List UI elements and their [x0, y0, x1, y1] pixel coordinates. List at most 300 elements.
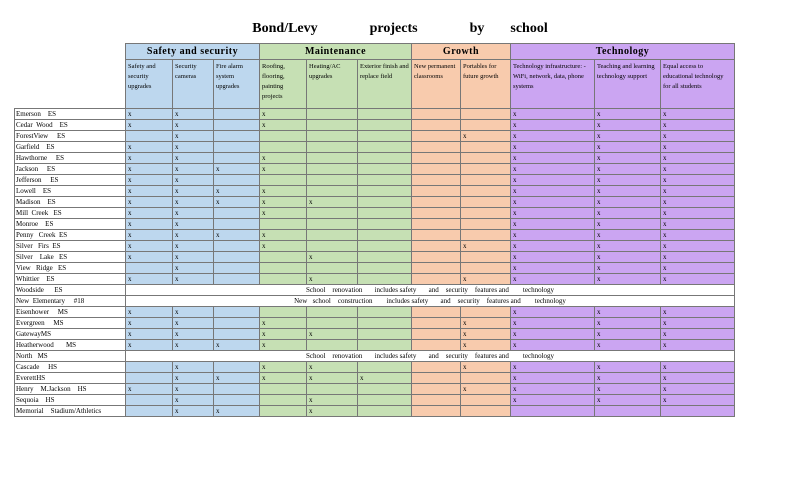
- project-cell: x: [595, 164, 661, 175]
- table-row: [15, 153, 735, 164]
- project-cell: x: [595, 241, 661, 252]
- project-cell: [412, 406, 461, 417]
- project-cell: x: [511, 340, 595, 351]
- project-cell: x: [511, 362, 595, 373]
- project-cell: x: [511, 230, 595, 241]
- table-row: [15, 164, 735, 175]
- school-name: Lowell ES: [15, 186, 126, 197]
- table-row: [15, 285, 735, 296]
- project-cell: [214, 274, 260, 285]
- school-name: Penny Creek ES: [15, 230, 126, 241]
- project-cell: [412, 329, 461, 340]
- project-cell: [126, 395, 173, 406]
- project-cell: x: [661, 318, 735, 329]
- project-cell: [358, 153, 412, 164]
- project-cell: x: [260, 109, 307, 120]
- project-cell: [260, 406, 307, 417]
- project-cell: x: [661, 186, 735, 197]
- project-cell: [358, 274, 412, 285]
- project-cell: [412, 219, 461, 230]
- project-cell: [412, 164, 461, 175]
- project-cell: x: [173, 230, 214, 241]
- project-cell: [412, 197, 461, 208]
- project-cell: [260, 175, 307, 186]
- project-cell: [412, 307, 461, 318]
- project-cell: [307, 384, 358, 395]
- project-cell: x: [511, 318, 595, 329]
- school-name: Garfield ES: [15, 142, 126, 153]
- school-name: Madison ES: [15, 197, 126, 208]
- project-cell: x: [661, 395, 735, 406]
- project-cell: x: [307, 252, 358, 263]
- column-header: Security cameras: [173, 60, 214, 109]
- project-cell: x: [661, 230, 735, 241]
- project-cell: [358, 340, 412, 351]
- project-cell: [358, 219, 412, 230]
- project-cell: [358, 164, 412, 175]
- project-cell: x: [661, 373, 735, 384]
- project-cell: x: [511, 131, 595, 142]
- project-cell: x: [173, 406, 214, 417]
- project-cell: [358, 329, 412, 340]
- school-name: Heatherwood MS: [15, 340, 126, 351]
- project-cell: x: [358, 373, 412, 384]
- project-cell: [260, 384, 307, 395]
- project-cell: [412, 384, 461, 395]
- table-row: [15, 219, 735, 230]
- project-cell: [260, 395, 307, 406]
- table-row: [15, 274, 735, 285]
- project-cell: [461, 373, 511, 384]
- table-row: [15, 230, 735, 241]
- project-cell: x: [595, 318, 661, 329]
- page-title: Bond/Levy projects by school: [252, 21, 548, 36]
- project-cell: [461, 208, 511, 219]
- school-name: Woodside ES: [15, 285, 126, 296]
- school-name: Hawthorne ES: [15, 153, 126, 164]
- project-cell: [307, 142, 358, 153]
- project-cell: [260, 131, 307, 142]
- project-cell: [358, 208, 412, 219]
- project-cell: x: [595, 384, 661, 395]
- column-header: New permanent classrooms: [412, 60, 461, 109]
- project-cell: [214, 384, 260, 395]
- project-cell: [461, 307, 511, 318]
- project-cell: [358, 263, 412, 274]
- project-cell: x: [461, 131, 511, 142]
- project-cell: [358, 318, 412, 329]
- project-cell: x: [595, 329, 661, 340]
- column-header: Fire alarm system upgrades: [214, 60, 260, 109]
- project-cell: [412, 252, 461, 263]
- project-cell: [214, 142, 260, 153]
- project-cell: x: [126, 208, 173, 219]
- project-cell: [358, 384, 412, 395]
- project-cell: x: [173, 131, 214, 142]
- school-name: Eisenhower MS: [15, 307, 126, 318]
- project-cell: x: [661, 219, 735, 230]
- group-header: Growth: [412, 44, 511, 60]
- project-cell: x: [307, 373, 358, 384]
- table-row: [15, 252, 735, 263]
- project-cell: [307, 153, 358, 164]
- project-cell: x: [126, 186, 173, 197]
- project-cell: [214, 395, 260, 406]
- project-cell: x: [461, 384, 511, 395]
- project-cell: x: [595, 252, 661, 263]
- school-name: Silver Firs ES: [15, 241, 126, 252]
- projects-table: [14, 43, 735, 417]
- project-cell: [358, 142, 412, 153]
- project-cell: [358, 131, 412, 142]
- project-cell: [214, 252, 260, 263]
- column-header: Equal access to educational technology for all students: [661, 60, 735, 109]
- school-name: ForestView ES: [15, 131, 126, 142]
- school-name: Mill Creek ES: [15, 208, 126, 219]
- project-cell: [260, 274, 307, 285]
- table-row: [15, 142, 735, 153]
- table-row: [15, 362, 735, 373]
- project-cell: [214, 318, 260, 329]
- project-cell: x: [260, 153, 307, 164]
- table-row: [15, 241, 735, 252]
- project-cell: [307, 208, 358, 219]
- project-cell: [412, 230, 461, 241]
- project-cell: x: [511, 263, 595, 274]
- project-cell: [214, 219, 260, 230]
- project-cell: [358, 230, 412, 241]
- project-cell: x: [260, 318, 307, 329]
- school-name: View Ridge ES: [15, 263, 126, 274]
- project-cell: [461, 109, 511, 120]
- project-cell: x: [173, 340, 214, 351]
- project-cell: x: [307, 406, 358, 417]
- project-cell: x: [173, 142, 214, 153]
- project-cell: x: [511, 208, 595, 219]
- table-row: [15, 307, 735, 318]
- project-cell: [461, 219, 511, 230]
- project-cell: x: [260, 120, 307, 131]
- project-cell: [214, 109, 260, 120]
- project-cell: x: [595, 230, 661, 241]
- project-cell: x: [661, 241, 735, 252]
- project-cell: [461, 153, 511, 164]
- project-cell: [412, 340, 461, 351]
- project-cell: x: [260, 362, 307, 373]
- project-cell: [307, 186, 358, 197]
- project-cell: x: [173, 362, 214, 373]
- school-name: Jackson ES: [15, 164, 126, 175]
- project-cell: x: [511, 164, 595, 175]
- group-header: Technology: [511, 44, 735, 60]
- project-cell: [307, 131, 358, 142]
- project-cell: [358, 362, 412, 373]
- project-cell: x: [173, 109, 214, 120]
- project-cell: x: [260, 208, 307, 219]
- project-cell: [461, 186, 511, 197]
- project-cell: x: [595, 175, 661, 186]
- project-cell: [412, 131, 461, 142]
- project-cell: x: [126, 318, 173, 329]
- project-cell: [461, 120, 511, 131]
- table-row: [15, 186, 735, 197]
- project-cell: x: [595, 153, 661, 164]
- column-header-row: [15, 60, 735, 109]
- project-cell: x: [126, 274, 173, 285]
- project-cell: x: [511, 274, 595, 285]
- column-header: Teaching and learning technology support: [595, 60, 661, 109]
- project-cell: [412, 153, 461, 164]
- project-cell: x: [173, 384, 214, 395]
- project-cell: [307, 241, 358, 252]
- project-cell: x: [511, 153, 595, 164]
- project-cell: x: [214, 340, 260, 351]
- project-cell: x: [461, 329, 511, 340]
- project-cell: x: [661, 208, 735, 219]
- project-cell: x: [173, 186, 214, 197]
- project-cell: [412, 109, 461, 120]
- project-cell: x: [307, 362, 358, 373]
- group-header-row: [15, 44, 735, 60]
- project-cell: [358, 109, 412, 120]
- project-cell: [461, 197, 511, 208]
- project-cell: x: [126, 197, 173, 208]
- project-cell: x: [173, 274, 214, 285]
- project-cell: x: [661, 252, 735, 263]
- school-name: Memorial Stadium/Athletics: [15, 406, 126, 417]
- school-name: Whittier ES: [15, 274, 126, 285]
- project-cell: [461, 252, 511, 263]
- project-cell: [358, 406, 412, 417]
- project-cell: x: [511, 197, 595, 208]
- project-cell: [307, 263, 358, 274]
- project-cell: [358, 175, 412, 186]
- school-name: GatewayMS: [15, 329, 126, 340]
- table-row: [15, 351, 735, 362]
- project-cell: [214, 307, 260, 318]
- project-cell: x: [173, 219, 214, 230]
- table-row: [15, 109, 735, 120]
- group-header: Maintenance: [260, 44, 412, 60]
- project-cell: x: [661, 175, 735, 186]
- project-cell: x: [126, 329, 173, 340]
- project-cell: x: [126, 175, 173, 186]
- column-header: Portables for future growth: [461, 60, 511, 109]
- table-row: [15, 406, 735, 417]
- project-cell: [126, 406, 173, 417]
- school-name: North MS: [15, 351, 126, 362]
- project-cell: x: [126, 252, 173, 263]
- project-cell: [214, 208, 260, 219]
- project-cell: [461, 263, 511, 274]
- project-cell: x: [595, 208, 661, 219]
- project-cell: x: [126, 219, 173, 230]
- project-cell: x: [511, 373, 595, 384]
- project-cell: x: [173, 318, 214, 329]
- project-cell: [126, 373, 173, 384]
- project-cell: x: [461, 241, 511, 252]
- project-cell: x: [214, 373, 260, 384]
- project-cell: x: [173, 263, 214, 274]
- project-cell: x: [661, 153, 735, 164]
- project-cell: [214, 362, 260, 373]
- project-cell: [461, 395, 511, 406]
- table-row: [15, 395, 735, 406]
- row-note: School renovation includes safety and security features and technology: [126, 351, 735, 362]
- school-name: Sequoia HS: [15, 395, 126, 406]
- project-cell: x: [260, 197, 307, 208]
- project-cell: x: [595, 307, 661, 318]
- project-cell: x: [661, 164, 735, 175]
- project-cell: x: [126, 120, 173, 131]
- project-cell: x: [661, 109, 735, 120]
- project-cell: x: [595, 109, 661, 120]
- project-cell: x: [173, 373, 214, 384]
- project-cell: [358, 395, 412, 406]
- project-cell: x: [595, 142, 661, 153]
- project-cell: x: [461, 362, 511, 373]
- project-cell: x: [260, 373, 307, 384]
- project-cell: x: [461, 340, 511, 351]
- project-cell: x: [511, 175, 595, 186]
- project-cell: x: [511, 252, 595, 263]
- column-header: Heating/AC upgrades: [307, 60, 358, 109]
- project-cell: x: [511, 186, 595, 197]
- project-cell: x: [661, 120, 735, 131]
- corner-cell: [15, 60, 126, 109]
- project-cell: [307, 318, 358, 329]
- project-cell: x: [511, 219, 595, 230]
- project-cell: x: [126, 340, 173, 351]
- project-cell: x: [126, 384, 173, 395]
- project-cell: x: [173, 153, 214, 164]
- project-cell: [358, 186, 412, 197]
- project-cell: [461, 230, 511, 241]
- column-header: Exterior finish and replace field: [358, 60, 412, 109]
- project-cell: [412, 395, 461, 406]
- project-cell: [214, 131, 260, 142]
- school-name: New Elementary #18: [15, 296, 126, 307]
- project-cell: [461, 164, 511, 175]
- project-cell: x: [260, 164, 307, 175]
- project-cell: x: [661, 362, 735, 373]
- project-cell: x: [173, 395, 214, 406]
- project-cell: [412, 208, 461, 219]
- project-cell: x: [173, 197, 214, 208]
- project-cell: [126, 131, 173, 142]
- project-cell: [511, 406, 595, 417]
- project-cell: [214, 153, 260, 164]
- project-cell: x: [260, 186, 307, 197]
- project-cell: [412, 373, 461, 384]
- project-cell: x: [595, 120, 661, 131]
- project-cell: [412, 175, 461, 186]
- table-row: [15, 263, 735, 274]
- project-cell: x: [595, 131, 661, 142]
- column-header: Technology infrastructure: -WiFi, network, data, phone systems: [511, 60, 595, 109]
- project-cell: x: [173, 329, 214, 340]
- project-cell: [214, 241, 260, 252]
- project-cell: [358, 197, 412, 208]
- project-cell: x: [126, 142, 173, 153]
- project-cell: x: [307, 197, 358, 208]
- project-cell: x: [661, 340, 735, 351]
- project-cell: x: [173, 120, 214, 131]
- project-cell: [461, 142, 511, 153]
- project-cell: x: [214, 186, 260, 197]
- table-row: [15, 384, 735, 395]
- project-cell: x: [511, 384, 595, 395]
- project-cell: [307, 307, 358, 318]
- project-cell: [260, 263, 307, 274]
- project-cell: x: [595, 373, 661, 384]
- project-cell: x: [173, 208, 214, 219]
- project-cell: [307, 120, 358, 131]
- corner-cell: [15, 44, 126, 60]
- project-cell: [214, 120, 260, 131]
- project-cell: x: [595, 340, 661, 351]
- project-cell: [358, 241, 412, 252]
- project-cell: x: [214, 230, 260, 241]
- project-cell: [307, 340, 358, 351]
- project-cell: [358, 307, 412, 318]
- school-name: Henry M.Jackson HS: [15, 384, 126, 395]
- project-cell: x: [511, 395, 595, 406]
- project-cell: x: [511, 109, 595, 120]
- project-cell: x: [214, 406, 260, 417]
- project-cell: x: [511, 241, 595, 252]
- column-header: Safety and security upgrades: [126, 60, 173, 109]
- table-row: [15, 175, 735, 186]
- project-cell: x: [661, 131, 735, 142]
- project-cell: x: [126, 241, 173, 252]
- school-name: Monroe ES: [15, 219, 126, 230]
- project-cell: x: [595, 362, 661, 373]
- project-cell: x: [661, 142, 735, 153]
- project-cell: [260, 307, 307, 318]
- project-cell: x: [661, 274, 735, 285]
- project-cell: x: [307, 329, 358, 340]
- project-cell: [412, 274, 461, 285]
- project-cell: [126, 263, 173, 274]
- project-cell: x: [126, 153, 173, 164]
- project-cell: [412, 263, 461, 274]
- project-cell: [307, 164, 358, 175]
- project-cell: x: [511, 120, 595, 131]
- project-cell: [595, 406, 661, 417]
- project-cell: [461, 406, 511, 417]
- project-cell: [412, 186, 461, 197]
- project-cell: [307, 219, 358, 230]
- project-cell: [214, 263, 260, 274]
- table-row: [15, 296, 735, 307]
- project-cell: x: [126, 109, 173, 120]
- project-cell: [126, 362, 173, 373]
- school-name: EverettHS: [15, 373, 126, 384]
- project-cell: x: [661, 197, 735, 208]
- project-cell: x: [595, 186, 661, 197]
- project-cell: x: [214, 197, 260, 208]
- project-cell: x: [661, 307, 735, 318]
- project-cell: x: [173, 241, 214, 252]
- project-cell: x: [307, 395, 358, 406]
- project-cell: [358, 120, 412, 131]
- row-note: School renovation includes safety and security features and technology: [126, 285, 735, 296]
- project-cell: x: [307, 274, 358, 285]
- project-cell: x: [260, 340, 307, 351]
- project-cell: x: [511, 142, 595, 153]
- project-cell: x: [173, 307, 214, 318]
